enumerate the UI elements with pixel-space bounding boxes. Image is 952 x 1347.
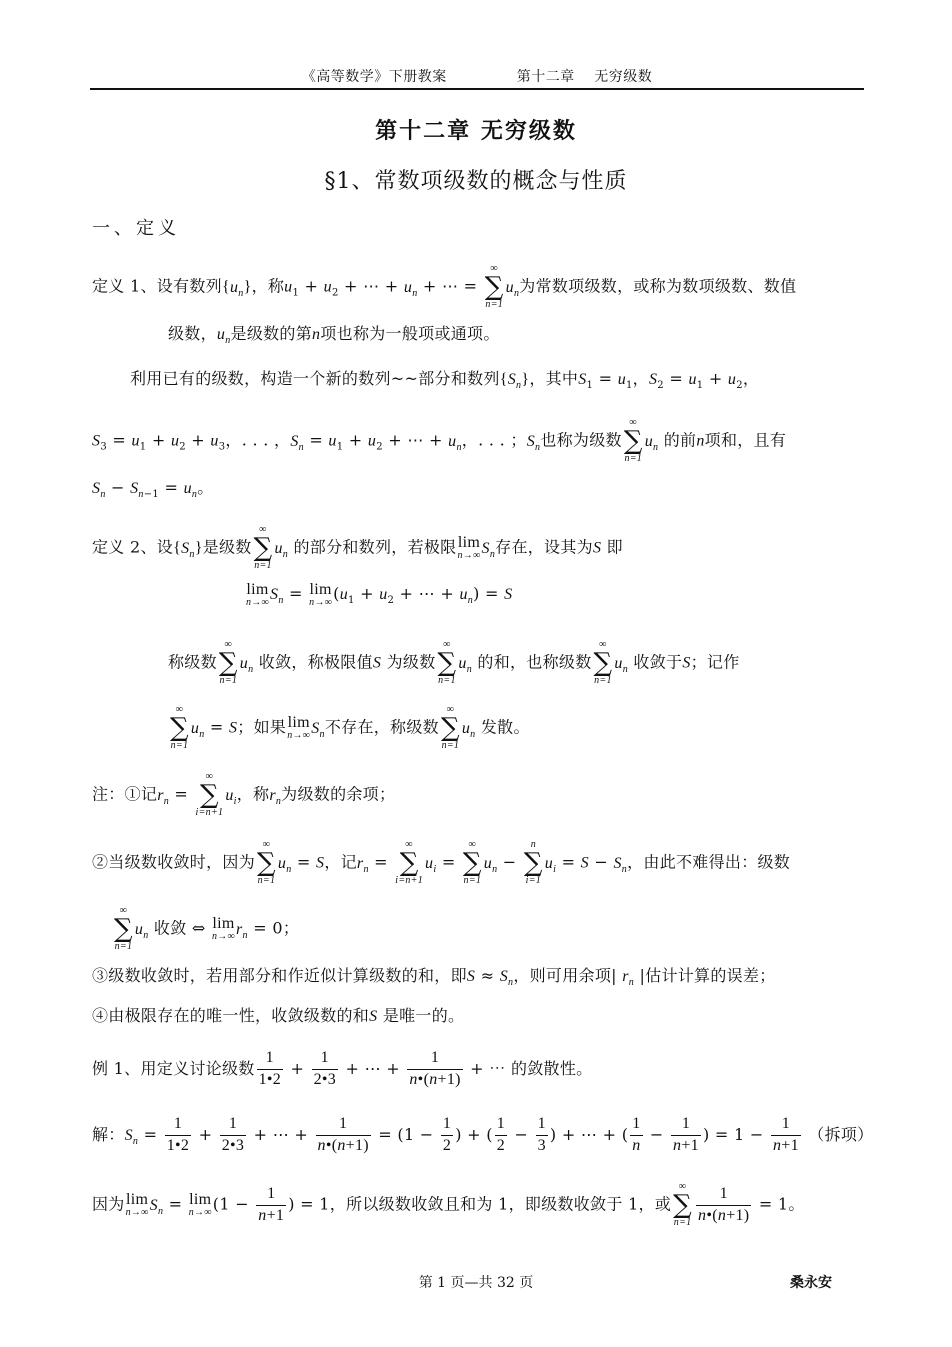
running-header <box>90 66 864 86</box>
para1-line2: $S_3 = u_1 + u_2 + u_3$，. . . ，$S_n = u_1 + u_2$ + ⋯ + $u_n$，. . . ；$S_n$也称为级数 ∞ ∑ n=1 $u_n$ 的前n项和，且有 <box>92 417 787 464</box>
def1-line1: 定义 1、设有数列$\{u_n\}$，称$u_1 + u_2$ + ⋯ + $u_n$ + ⋯ = ∞ ∑ n=1 $u_n$为常数项级数，或称为数项级数、数值 <box>92 263 797 310</box>
header-right: 第十二章 无穷级数 <box>516 69 653 85</box>
note3: ③级数收敛时，若用部分和作近似计算级数的和，即$S \approx S_n$，则可用余项| $r_n$ |估计计算的误差； <box>92 966 776 988</box>
def2-line1: 定义 2、设$\{S_n\}$是级数 ∞ ∑ n=1 $u_n$ 的部分和数列，若极限 lim n→∞ $S_n$存在，设其为S 即 <box>92 524 623 571</box>
footer-author: 桑永安 <box>790 1275 832 1291</box>
para1-line1: 利用已有的级数，构造一个新的数列~~部分和数列$\{S_n\}$，其中$S_1 = u_1$，$S_2 = u_1 + u_2$， <box>130 369 760 391</box>
def2-formula: lim n→∞ $S_n$ = lim n→∞ ($u_1 + u_2$ + ⋯ + $u_n) = S$ <box>246 580 513 608</box>
example1-statement: 例 1、用定义讨论级数 $\frac{1}{1•2}$ + $\frac{1}{2•3}$ + ⋯ + $\frac{1}{n•(n+1)}$ + ⋯ 的敛散性。 <box>92 1049 593 1088</box>
heading-definition: 一、定义 <box>92 218 180 239</box>
note4: ④由极限存在的唯一性，收敛级数的和S 是唯一的。 <box>92 1006 465 1025</box>
para1-line3: $S_n - S_{n-1} = u_n$。 <box>92 478 214 500</box>
note2-line1: ②当级数收敛时，因为 ∞ ∑ n=1 $u_n = S$，记$r_n$ = ∞ ∑ i=n+1 $u_i$ = ∞ ∑ n=1 $u_n$ − n ∑ i=1 $u_i = S - S_n$，由此不难得出：级数 <box>92 839 791 886</box>
chapter-title: 第十二章 无穷级数 <box>375 119 577 144</box>
header-left: 《高等数学》下册教案 <box>301 69 447 85</box>
example1-solution: 解：$S_n$ = $\frac{1}{1•2}$ + $\frac{1}{2•3}$ + ⋯ + $\frac{1}{n•(n+1)}$ = (1 − $\frac{1}{2}$ ) + ( $\frac{1}{2}$ − $\frac{1}{3}$ ) + ⋯ + ( $\frac{1}{n}$ − $\frac{1}{n+1}$ ) = 1 − $\frac{1}{n+1}$ （拆项） <box>92 1115 874 1154</box>
example1-conclusion: 因为 lim n→∞ $S_n$ = lim n→∞ (1 − $\frac{1}{n+1}$ ) = 1，所以级数收敛且和为 1，即级数收敛于 1，或 ∞ ∑ n=1 $\frac{1}{n•(n+1)}$ = 1。 <box>92 1181 805 1228</box>
def2-line3: ∞ ∑ n=1 $u_n = S$；如果 lim n→∞ $S_n$不存在，称级数 ∞ ∑ n=1 $u_n$ 发散。 <box>170 704 530 751</box>
header-rule <box>90 88 864 90</box>
footer-page-number: 第 1 页—共 32 页 <box>418 1275 534 1291</box>
def1-line2: 级数，$u_n$是级数的第n项也称为一般项或通项。 <box>168 324 500 346</box>
note2-line2: ∞ ∑ n=1 $u_n$ 收敛 ⇔ lim n→∞ $r_n = 0$； <box>114 905 300 952</box>
def2-line2: 称级数 ∞ ∑ n=1 $u_n$ 收敛，称极限值S 为级数 ∞ ∑ n=1 $u_n$ 的和，也称级数 ∞ ∑ n=1 $u_n$ 收敛于S；记作 <box>168 639 740 686</box>
note1: 注：①记$r_n$ = ∞ ∑ i=n+1 $u_i$，称$r_n$为级数的余项； <box>92 771 396 818</box>
section-title: §1、常数项级数的概念与性质 <box>324 169 628 194</box>
